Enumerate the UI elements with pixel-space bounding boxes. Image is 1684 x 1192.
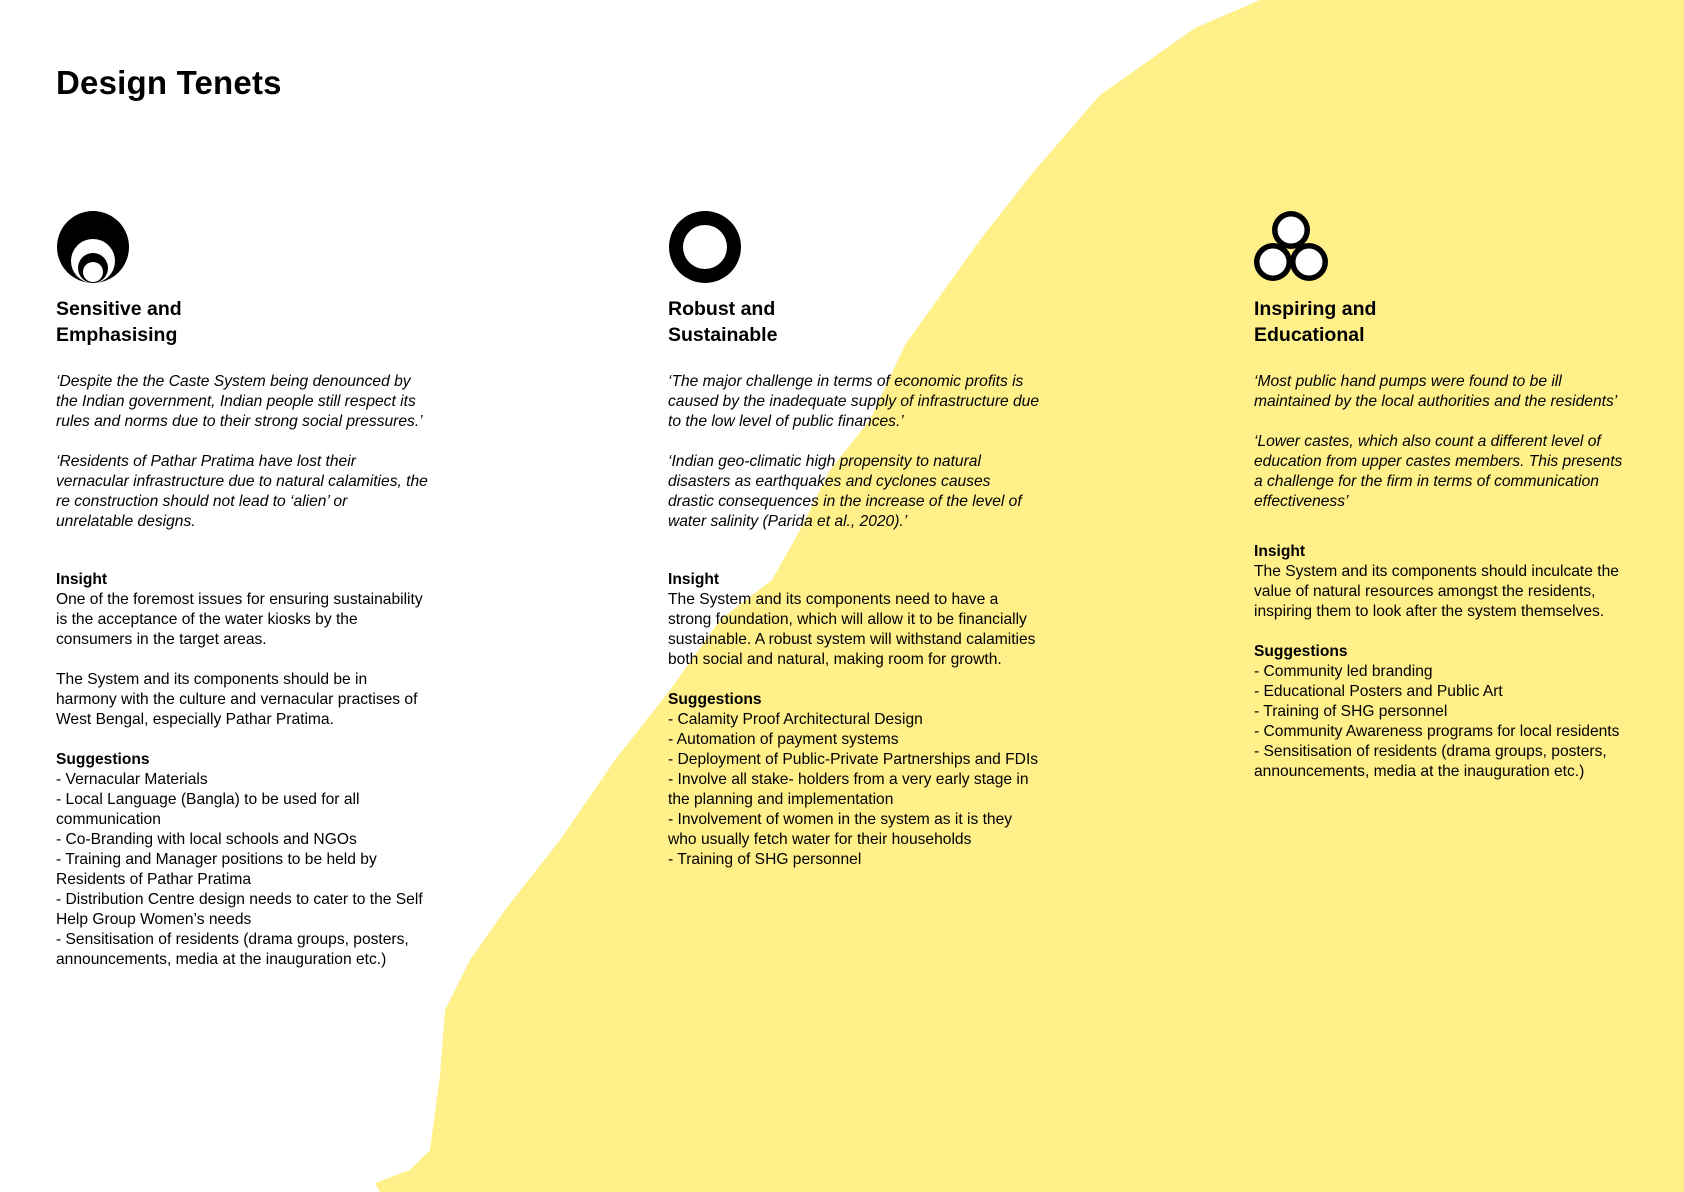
- tenet-title-line-2: Sustainable: [668, 324, 778, 346]
- quote: ‘Indian geo-climatic high propensity to natural disasters as earthquakes and cyclones causes drastic consequences in the increase of the level of water salinity (Parida et al., 2020).’: [668, 453, 1022, 530]
- suggestions-section: [668, 690, 1040, 870]
- tenet-title: [56, 296, 428, 348]
- insight-section: [56, 570, 428, 730]
- three-circles-icon: [1254, 210, 1328, 284]
- quote: ‘Most public hand pumps were found to be ill maintained by the local authorities and the residents’: [1254, 373, 1618, 410]
- suggestion-item: - Calamity Proof Architectural Design: [668, 711, 923, 728]
- suggestion-item: - Involvement of women in the system as it is they who usually fetch water for their households: [668, 811, 1013, 848]
- suggestion-item: - Training and Manager positions to be held by Residents of Pathar Pratima: [56, 851, 377, 888]
- quote: ‘Lower castes, which also count a different level of education from upper castes members. This presents a challenge for the firm in terms of communication effectiveness’: [1254, 433, 1623, 510]
- suggestion-item: - Deployment of Public-Private Partnerships and FDIs: [668, 751, 1039, 768]
- insight-heading: Insight: [1254, 543, 1306, 560]
- quotes: [668, 372, 1040, 532]
- tenet-column-robust: [668, 210, 1040, 870]
- tenet-title-line-2: Emphasising: [56, 324, 178, 346]
- tenet-title-line-1: Sensitive and: [56, 298, 182, 320]
- suggestion-item: - Community led branding: [1254, 663, 1433, 680]
- suggestion-item: - Sensitisation of residents (drama groups, posters, announcements, media at the inauguration etc.): [1254, 743, 1607, 780]
- suggestion-item: - Co-Branding with local schools and NGOs: [56, 831, 357, 848]
- page-title: Design Tenets: [56, 64, 282, 101]
- suggestions-heading: Suggestions: [56, 751, 150, 768]
- suggestions-section: [1254, 642, 1626, 782]
- quotes: [56, 372, 428, 532]
- insight-paragraph: The System and its components need to have a strong foundation, which will allow it to be financially sustainable. A robust system will withstand calamities both social and natural, making room for growth.: [668, 591, 1036, 668]
- suggestion-item: - Community Awareness programs for local residents: [1254, 723, 1620, 740]
- suggestion-item: - Involve all stake- holders from a very early stage in the planning and implementation: [668, 771, 1029, 808]
- suggestion-item: - Distribution Centre design needs to cater to the Self Help Group Women’s needs: [56, 891, 423, 928]
- suggestion-item: - Local Language (Bangla) to be used for all communication: [56, 791, 360, 828]
- insight-section: [1254, 542, 1626, 622]
- suggestions-heading: Suggestions: [1254, 643, 1348, 660]
- quote: ‘The major challenge in terms of economic profits is caused by the inadequate supply of infrastructure due to the low level of public finances.’: [668, 373, 1040, 430]
- quotes: [1254, 372, 1626, 512]
- tenet-column-sensitive: [56, 210, 428, 970]
- suggestion-item: - Educational Posters and Public Art: [1254, 683, 1503, 700]
- suggestions-section: [56, 750, 428, 970]
- suggestion-item: - Training of SHG personnel: [668, 851, 862, 868]
- insight-paragraph: The System and its components should be in harmony with the culture and vernacular practises of West Bengal, especially Pathar Pratima.: [56, 671, 418, 728]
- suggestion-item: - Sensitisation of residents (drama groups, posters, announcements, media at the inauguration etc.): [56, 931, 409, 968]
- insight-paragraph: One of the foremost issues for ensuring sustainability is the acceptance of the water kiosks by the consumers in the target areas.: [56, 591, 423, 648]
- suggestions-list: [56, 770, 428, 970]
- tenet-title-line-1: Inspiring and: [1254, 298, 1377, 320]
- insight-heading: Insight: [56, 571, 108, 588]
- tenet-column-inspiring: [1254, 210, 1626, 782]
- quote: ‘Residents of Pathar Pratima have lost their vernacular infrastructure due to natural calamities, the re construction should not lead to ‘alien’ or unrelatable designs.: [56, 453, 428, 530]
- insight-section: [668, 570, 1040, 670]
- suggestion-item: - Vernacular Materials: [56, 771, 208, 788]
- tenet-title-line-2: Educational: [1254, 324, 1365, 346]
- quote: ‘Despite the the Caste System being denounced by the Indian government, Indian people still respect its rules and norms due to their strong social pressures.’: [56, 373, 423, 430]
- suggestions-list: [1254, 662, 1626, 782]
- tenet-title-line-1: Robust and: [668, 298, 776, 320]
- suggestions-list: [668, 710, 1040, 870]
- insight-paragraph: The System and its components should inculcate the value of natural resources amongst the residents, inspiring them to look after the system themselves.: [1254, 563, 1619, 620]
- insight-heading: Insight: [668, 571, 720, 588]
- suggestions-heading: Suggestions: [668, 691, 762, 708]
- tenet-title: [1254, 296, 1626, 348]
- ring-icon: [668, 210, 742, 284]
- suggestion-item: - Training of SHG personnel: [1254, 703, 1448, 720]
- concentric-circles-icon: [56, 210, 130, 284]
- suggestion-item: - Automation of payment systems: [668, 731, 899, 748]
- tenet-title: [668, 296, 1040, 348]
